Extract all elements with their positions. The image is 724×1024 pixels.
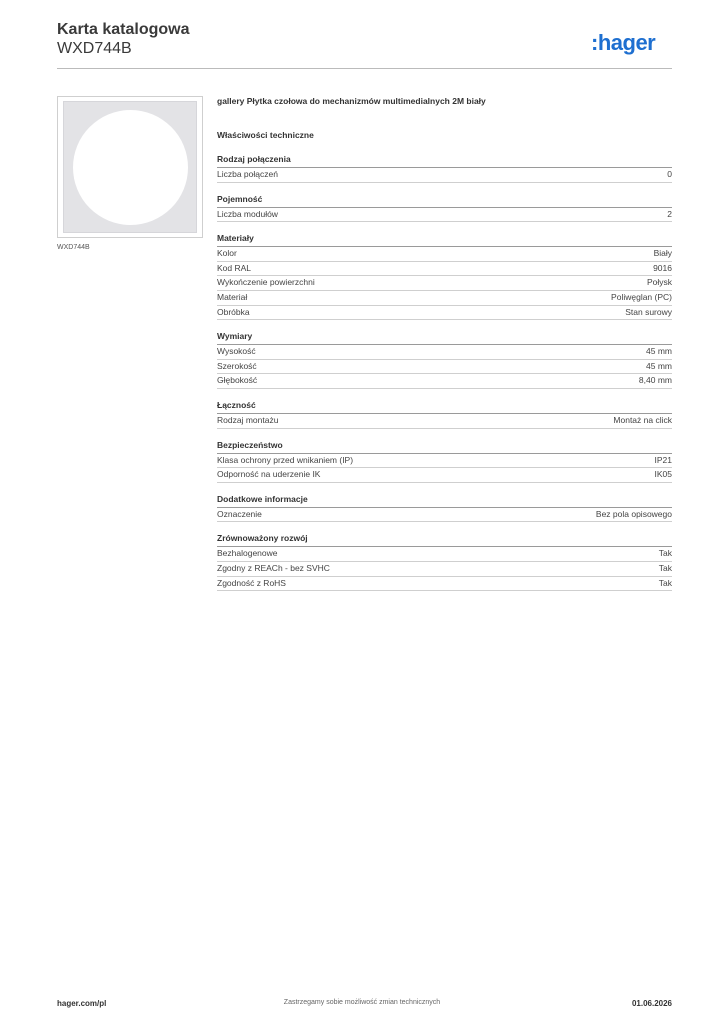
spec-value: Połysk: [646, 277, 672, 288]
spec-value: IK05: [654, 469, 672, 480]
spec-value: 8,40 mm: [638, 375, 672, 386]
product-code: WXD744B: [57, 40, 132, 57]
spec-section: [217, 439, 672, 483]
spec-value: 2: [667, 208, 672, 219]
spec-label: Oznaczenie: [217, 508, 262, 519]
spec-section: [217, 532, 672, 591]
spec-label: Materiał: [217, 291, 248, 302]
spec-row: [217, 547, 672, 562]
spec-row: [217, 208, 672, 223]
spec-section: [217, 330, 672, 389]
spec-value: IP21: [654, 454, 672, 465]
spec-label: Bezhalogenowe: [217, 548, 278, 559]
footer-date: 01.06.2026: [631, 999, 672, 1008]
spec-value: Bez pola opisowego: [595, 508, 672, 519]
spec-label: Klasa ochrony przed wnikaniem (IP): [217, 454, 354, 465]
section-title: Wymiary: [217, 330, 672, 345]
spec-row: [217, 262, 672, 277]
spec-label: Głębokość: [217, 375, 258, 386]
logo-text: :hager: [591, 30, 656, 55]
spec-value: 0: [667, 169, 672, 179]
product-description: gallery Płytka czołowa do mechanizmów multimedialnych 2M biały: [217, 96, 486, 106]
spec-value: Montaż na click: [613, 414, 672, 425]
spec-value: Tak: [658, 548, 672, 559]
spec-section: [217, 232, 672, 320]
spec-section: [217, 153, 672, 183]
spec-row: [217, 414, 672, 429]
spec-row: [217, 454, 672, 469]
product-image: [57, 96, 203, 238]
spec-value: Biały: [653, 248, 672, 259]
spec-content: [217, 95, 672, 601]
spec-row: [217, 247, 672, 262]
hager-logo: [591, 30, 673, 56]
spec-label: Rodzaj montażu: [217, 414, 279, 425]
spec-label: Liczba połączeń: [217, 169, 278, 179]
section-title: Bezpieczeństwo: [217, 439, 672, 454]
header-divider: [57, 68, 672, 69]
spec-row: [217, 276, 672, 291]
spec-row: [217, 468, 672, 483]
plate-opening: [73, 110, 188, 225]
spec-label: Obróbka: [217, 306, 250, 317]
cover-plate-illustration: [63, 101, 197, 233]
spec-value: 45 mm: [646, 360, 672, 371]
spec-label: Odporność na uderzenie IK: [217, 469, 321, 480]
spec-row: [217, 306, 672, 321]
tech-properties-title: Właściwości techniczne: [217, 130, 314, 140]
spec-label: Kolor: [217, 248, 237, 259]
spec-label: Szerokość: [217, 360, 257, 371]
section-title: Łączność: [217, 399, 672, 414]
spec-row: [217, 168, 672, 183]
spec-sections: [217, 153, 672, 591]
section-title: Dodatkowe informacje: [217, 493, 672, 508]
spec-row: [217, 360, 672, 375]
spec-label: Wykończenie powierzchni: [217, 277, 315, 288]
document-title: Karta katalogowa: [57, 21, 190, 38]
spec-label: Zgodność z RoHS: [217, 577, 286, 588]
spec-row: [217, 374, 672, 389]
footer-disclaimer: Zastrzegamy sobie możliwość zmian technicznych: [283, 999, 441, 1006]
spec-section: [217, 493, 672, 523]
spec-label: Kod RAL: [217, 262, 252, 273]
image-caption: WXD744B: [57, 244, 90, 251]
spec-row: [217, 508, 672, 523]
spec-label: Wysokość: [217, 346, 256, 357]
spec-section: [217, 193, 672, 223]
section-title: Rodzaj połączenia: [217, 153, 672, 168]
spec-value: 9016: [653, 262, 672, 273]
spec-value: Stan surowy: [625, 306, 672, 317]
section-title: Materiały: [217, 232, 672, 247]
spec-value: Poliwęglan (PC): [611, 291, 672, 302]
spec-label: Zgodny z REACh - bez SVHC: [217, 562, 330, 573]
spec-row: [217, 345, 672, 360]
spec-value: Tak: [658, 562, 672, 573]
footer-website: hager.com/pl: [57, 999, 107, 1008]
spec-row: [217, 291, 672, 306]
section-title: Zrównoważony rozwój: [217, 532, 672, 547]
spec-section: [217, 399, 672, 429]
spec-value: 45 mm: [646, 346, 672, 357]
section-title: Pojemność: [217, 193, 672, 208]
spec-label: Liczba modułów: [217, 208, 278, 219]
spec-row: [217, 562, 672, 577]
spec-row: [217, 577, 672, 592]
spec-value: Tak: [658, 577, 672, 588]
